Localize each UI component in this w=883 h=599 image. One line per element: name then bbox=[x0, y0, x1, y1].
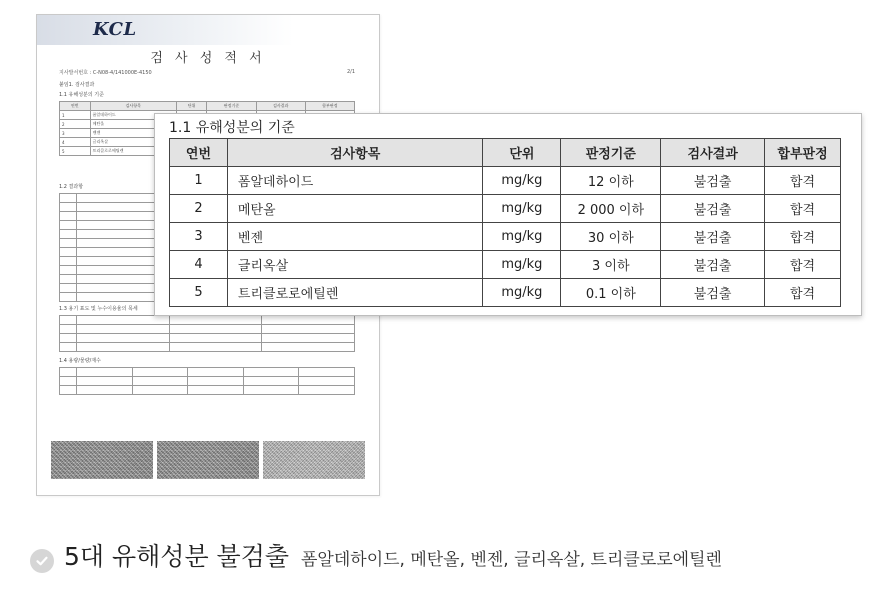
mini-header-cell: 합부판정 bbox=[305, 102, 354, 111]
mini-header-cell: 검사결과 bbox=[256, 102, 305, 111]
caption-substance-list: 폼알데하이드, 메탄올, 벤젠, 글리옥살, 트리클로로에틸렌 bbox=[301, 550, 722, 570]
security-pattern-stamp bbox=[263, 441, 365, 479]
row-verdict: 합격 bbox=[765, 223, 841, 251]
row-no: 4 bbox=[170, 251, 228, 279]
row-criteria: 2 000 이하 bbox=[561, 195, 661, 223]
mini-header-cell: 단위 bbox=[176, 102, 207, 111]
certificate-volume-table bbox=[59, 367, 355, 395]
mini-cell: 메탄올 bbox=[90, 120, 176, 129]
certificate-section-1-4: 1.4 용량/물량/재수 bbox=[59, 358, 101, 364]
row-result: 불검출 bbox=[661, 251, 765, 279]
kcl-logo: KCL bbox=[93, 19, 137, 40]
mini-cell: 1 bbox=[60, 111, 91, 120]
mini-cell: 3 bbox=[60, 129, 91, 138]
certificate-page: 2/1 bbox=[346, 69, 355, 75]
row-unit: mg/kg bbox=[483, 167, 561, 195]
certificate-summary-label: 붙임1. 검사결과 bbox=[59, 82, 95, 88]
table-header-row bbox=[170, 139, 841, 167]
row-item: 트리클로로에틸렌 bbox=[227, 279, 483, 307]
certificate-container-table bbox=[59, 315, 355, 352]
row-verdict: 합격 bbox=[765, 279, 841, 307]
mini-cell: 글리옥살 bbox=[90, 138, 176, 147]
row-item: 폼알데하이드 bbox=[227, 167, 483, 195]
row-criteria: 12 이하 bbox=[561, 167, 661, 195]
certificate-section-1-1: 1.1 유해성분의 기준 bbox=[59, 92, 104, 98]
mini-header-cell: 연번 bbox=[60, 102, 91, 111]
mini-cell: 벤젠 bbox=[90, 129, 176, 138]
row-unit: mg/kg bbox=[483, 251, 561, 279]
mini-cell: 트리클로로에틸렌 bbox=[90, 147, 176, 156]
header-item: 검사항목 bbox=[227, 139, 483, 167]
caption-headline: 5대 유해성분 불검출 bbox=[64, 542, 289, 571]
security-pattern-stamp bbox=[51, 441, 153, 479]
certificate-number: 지사발서번호 : C-N08-4/141000E-4150 bbox=[59, 70, 152, 76]
row-no: 1 bbox=[170, 167, 228, 195]
table-row bbox=[170, 195, 841, 223]
mini-table-header-row bbox=[60, 102, 355, 111]
header-unit: 단위 bbox=[483, 139, 561, 167]
mini-header-cell: 판정기준 bbox=[207, 102, 256, 111]
certificate-section-1-2: 1.2 결과항 bbox=[59, 184, 84, 190]
row-no: 2 bbox=[170, 195, 228, 223]
table-row bbox=[170, 279, 841, 307]
row-criteria: 0.1 이하 bbox=[561, 279, 661, 307]
row-verdict: 합격 bbox=[765, 251, 841, 279]
row-result: 불검출 bbox=[661, 279, 765, 307]
mini-cell: 5 bbox=[60, 147, 91, 156]
row-no: 3 bbox=[170, 223, 228, 251]
header-verdict: 합부판정 bbox=[765, 139, 841, 167]
row-item: 벤젠 bbox=[227, 223, 483, 251]
row-unit: mg/kg bbox=[483, 223, 561, 251]
hazard-standard-table bbox=[169, 138, 841, 307]
zoom-table-title: 1.1 유해성분의 기준 bbox=[169, 120, 295, 136]
certificate-header-band bbox=[37, 15, 379, 45]
caption bbox=[30, 537, 722, 573]
row-unit: mg/kg bbox=[483, 279, 561, 307]
row-unit: mg/kg bbox=[483, 195, 561, 223]
header-criteria: 판정기준 bbox=[561, 139, 661, 167]
row-item: 글리옥살 bbox=[227, 251, 483, 279]
table-row bbox=[170, 251, 841, 279]
certificate-title: 검 사 성 적 서 bbox=[150, 51, 266, 66]
table-row bbox=[170, 167, 841, 195]
row-criteria: 30 이하 bbox=[561, 223, 661, 251]
hazard-standard-zoom-card bbox=[154, 113, 862, 316]
header-no: 연번 bbox=[170, 139, 228, 167]
security-pattern-stamp bbox=[157, 441, 259, 479]
row-result: 불검출 bbox=[661, 167, 765, 195]
row-verdict: 합격 bbox=[765, 167, 841, 195]
header-result: 검사결과 bbox=[661, 139, 765, 167]
mini-header-cell: 검사항목 bbox=[90, 102, 176, 111]
certificate-section-1-3: 1.3 용기 표도 및 누수이용율의 목세 bbox=[59, 306, 138, 312]
check-circle-icon bbox=[30, 549, 54, 573]
row-verdict: 합격 bbox=[765, 195, 841, 223]
row-result: 불검출 bbox=[661, 223, 765, 251]
mini-cell: 4 bbox=[60, 138, 91, 147]
row-criteria: 3 이하 bbox=[561, 251, 661, 279]
certificate-stamp-row bbox=[51, 441, 365, 479]
mini-cell: 2 bbox=[60, 120, 91, 129]
mini-cell: 폼알데하이드 bbox=[90, 111, 176, 120]
table-row bbox=[170, 223, 841, 251]
row-no: 5 bbox=[170, 279, 228, 307]
row-result: 불검출 bbox=[661, 195, 765, 223]
row-item: 메탄올 bbox=[227, 195, 483, 223]
certificate-meta bbox=[59, 69, 355, 76]
